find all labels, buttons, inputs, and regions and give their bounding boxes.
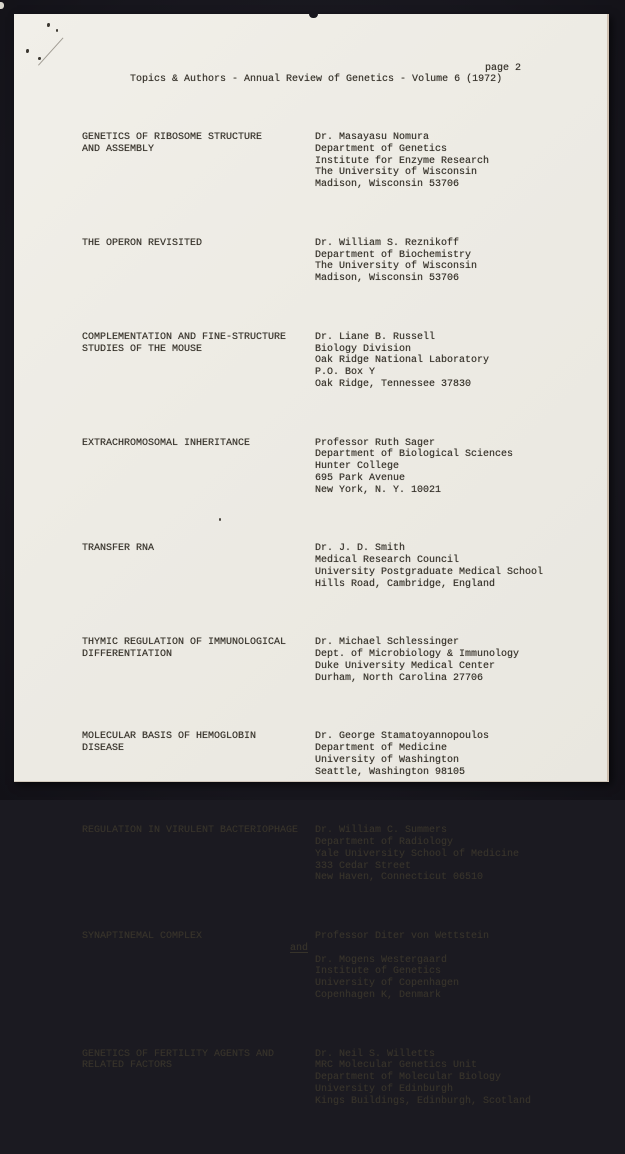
topic-line: AND ASSEMBLY	[82, 143, 155, 155]
contact-line: Seattle, Washington 98105	[315, 766, 466, 778]
contact-line: P.O. Box Y	[315, 367, 376, 379]
contact-line: New Haven, Connecticut 06510	[315, 872, 484, 884]
entry-contact	[315, 731, 597, 778]
contact-line: Biology Division	[315, 343, 412, 355]
pen-mark-dot	[47, 23, 50, 27]
contact-line: Yale University School of Medicine	[315, 848, 520, 860]
topic-line: COMPLEMENTATION AND FINE-STRUCTURE	[82, 331, 287, 343]
contact-line: Durham, North Carolina 27706	[315, 672, 484, 684]
contact-line: 695 Park Avenue	[315, 472, 406, 484]
contact-line: Madison, Wisconsin 53706	[315, 273, 460, 285]
entry-row	[82, 132, 597, 191]
contact-line: MRC Molecular Genetics Unit	[315, 1060, 478, 1072]
entry-contact	[315, 543, 597, 590]
entry-topic	[82, 825, 315, 884]
contact-line: Dr. Masayasu Nomura	[315, 132, 430, 144]
topic-line: EXTRACHROMOSOMAL INHERITANCE	[82, 437, 251, 449]
entry-topic	[82, 132, 315, 191]
entry-topic	[82, 238, 315, 285]
document-content	[82, 39, 597, 1154]
entry-row	[82, 332, 597, 391]
entry-topic	[82, 332, 315, 391]
entry-topic	[82, 931, 315, 1002]
contact-line: University of Copenhagen	[315, 978, 460, 990]
contact-line: Dr. Neil S. Willetts	[315, 1048, 436, 1060]
contact-line: Dr. Mogens Westergaard	[315, 954, 448, 966]
contact-line: Oak Ridge National Laboratory	[315, 355, 490, 367]
contact-line: The University of Wisconsin	[315, 167, 478, 179]
contact-line: Hills Road, Cambridge, England	[315, 578, 496, 590]
contact-line: Madison, Wisconsin 53706	[315, 179, 460, 191]
contact-line: Dr. William S. Reznikoff	[315, 237, 460, 249]
entry-row	[82, 637, 597, 684]
contact-line: Department of Medicine	[315, 743, 448, 755]
contact-line: New York, N. Y. 10021	[315, 484, 442, 496]
topic-line: MOLECULAR BASIS OF HEMOGLOBIN	[82, 731, 257, 743]
entry-topic	[82, 1049, 315, 1108]
contact-line: Dr. Liane B. Russell	[315, 331, 436, 343]
contact-line: Dr. Michael Schlessinger	[315, 637, 460, 649]
topic-line: REGULATION IN VIRULENT BACTERIOPHAGE	[82, 825, 299, 837]
entry-contact	[315, 825, 597, 884]
entry-contact	[315, 438, 597, 497]
contact-line	[290, 942, 597, 955]
document-title: Topics & Authors - Annual Review of Genetics - Volume 6 (1972)	[130, 74, 503, 86]
contact-line: Department of Radiology	[315, 837, 454, 849]
contact-line: Kings Buildings, Edinburgh, Scotland	[315, 1095, 532, 1107]
contact-line: Dr. J. D. Smith	[315, 543, 406, 555]
entry-contact	[315, 637, 597, 684]
contact-line: Institute for Enzyme Research	[315, 155, 490, 167]
topic-line: DIFFERENTIATION	[82, 649, 173, 661]
contact-line: Dr. George Stamatoyannopoulos	[315, 731, 490, 743]
topic-line: GENETICS OF FERTILITY AGENTS AND	[82, 1048, 275, 1060]
contact-line: Department of Genetics	[315, 143, 448, 155]
entry-row	[82, 438, 597, 497]
entry-row	[82, 1049, 597, 1108]
pen-mark-dot	[56, 29, 58, 32]
contact-line: Oak Ridge, Tennessee 37830	[315, 379, 472, 390]
topic-line: STUDIES OF THE MOUSE	[82, 343, 203, 355]
contact-line: Duke University Medical Center	[315, 660, 496, 672]
entry-row	[82, 543, 597, 590]
entry-row	[82, 825, 597, 884]
contact-line: Department of Biochemistry	[315, 249, 472, 261]
contact-line: The University of Wisconsin	[315, 261, 478, 273]
topic-line: DISEASE	[82, 743, 125, 755]
contact-line: Department of Molecular Biology	[315, 1072, 502, 1084]
contact-line: Medical Research Council	[315, 555, 460, 567]
entry-row	[82, 931, 597, 1002]
entry-row	[82, 731, 597, 778]
topic-line: TRANSFER RNA	[82, 543, 155, 555]
contact-line: Professor Ruth Sager	[315, 437, 436, 449]
contact-line: Hunter College	[315, 461, 400, 473]
scan-corner-speck	[0, 2, 4, 9]
topic-line: THYMIC REGULATION OF IMMUNOLOGICAL	[82, 637, 287, 649]
document-page	[14, 14, 609, 1107]
topic-line: THE OPERON REVISITED	[82, 237, 203, 249]
entry-topic	[82, 543, 315, 590]
document-header	[82, 62, 597, 86]
entry-contact	[290, 931, 597, 1002]
contact-line: Department of Biological Sciences	[315, 449, 514, 461]
page-number: page 2	[485, 62, 522, 74]
entry-contact	[315, 238, 597, 285]
entry-contact	[315, 332, 597, 391]
contact-line: Professor Diter von Wettstein	[315, 931, 490, 943]
topics-authors-list	[82, 108, 597, 1130]
contact-line: Dept. of Microbiology & Immunology	[315, 649, 520, 661]
contact-line: Institute of Genetics	[315, 966, 442, 978]
contact-line: 333 Cedar Street	[315, 860, 412, 872]
topic-line: GENETICS OF RIBOSOME STRUCTURE	[82, 132, 263, 144]
entry-topic	[82, 438, 315, 497]
contact-line: Dr. William C. Summers	[315, 825, 448, 837]
entry-topic	[82, 637, 315, 684]
contact-line: University of Edinburgh	[315, 1083, 454, 1095]
entry-topic	[82, 731, 315, 778]
entry-contact	[315, 132, 597, 191]
pen-mark-dot	[38, 57, 41, 60]
topic-line: SYNAPTINEMAL COMPLEX	[82, 931, 203, 943]
contact-line: University Postgraduate Medical School	[315, 566, 544, 578]
pen-mark-dot	[26, 49, 29, 53]
entry-row	[82, 238, 597, 285]
contact-line: University of Washington	[315, 754, 460, 766]
pen-mark-stroke	[38, 38, 64, 66]
contact-line-conjunction: and	[290, 942, 309, 954]
contact-line: Copenhagen K, Denmark	[315, 990, 442, 1001]
entry-contact	[315, 1049, 597, 1108]
topic-line: RELATED FACTORS	[82, 1060, 173, 1072]
